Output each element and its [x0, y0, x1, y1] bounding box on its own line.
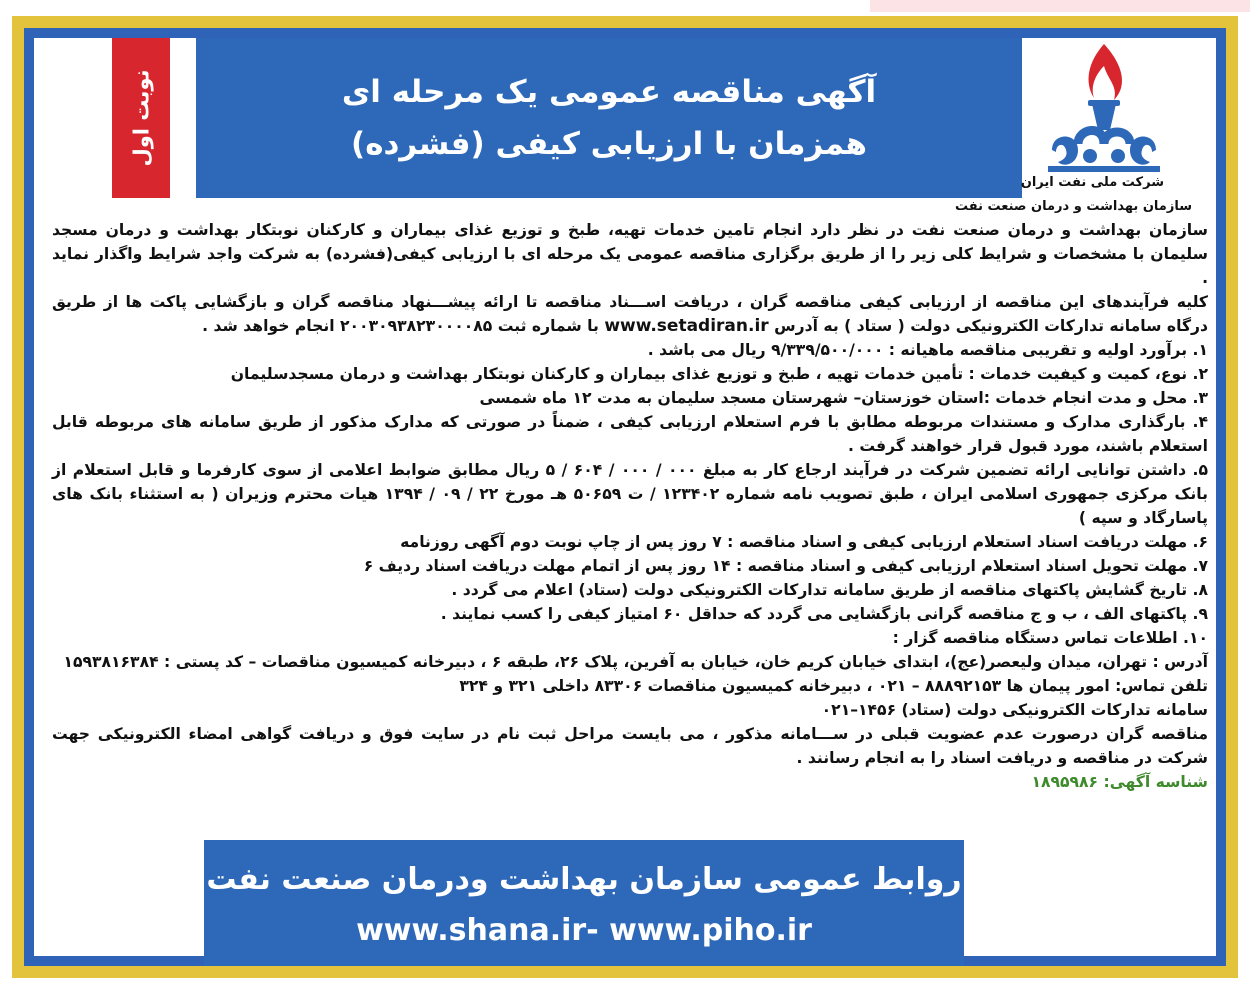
item-4: ۴. بارگذاری مدارک و مستندات مربوطه مطابق با فرم استعلام ارزیابی کیفی ، ضمناً در صورتی که مدارک مذکور از طریق سامانه های مربوطه قابل استعلام باشند، مورد قبول قرار خواهند گرفت .	[52, 413, 1208, 455]
item-3: ۳. محل و مدت انجام خدمات :استان خوزستان– شهرستان مسجد سلیمان به مدت ۱۲ ماه شمسی	[479, 389, 1208, 407]
item-5: ۵. داشتن توانایی ارائه تضمین شرکت در فرآیند ارجاع کار به مبلغ ۰۰۰ / ۰۰۰ / ۶۰۴ / ۵ ریال مطابق ضوابط اعلامی از سوی کارفرما و قابل استعلام از بانک مرکزی جمهوری اسلامی ایران ، طبق تصویب نامه شماره ۱۲۳۴۰۲ / ت ۵۰۶۵۹ هـ مورخ ۲۲ / ۰۹ / ۱۳۹۴ هیات محترم وزیران ( به استثناء بانک های پاسارگاد و سپه )	[52, 461, 1208, 527]
corner-tag	[870, 0, 1250, 12]
registration-note: مناقصه گران درصورت عدم عضویت قبلی در ســـامانه مذکور ، می بایست مراحل ثبت نام در سایت فوق و دریافت گواهی امضاء الکترونیکی جهت شرکت در مناقصه و دریافت اسناد را به انجام رسانند .	[52, 725, 1208, 767]
contact-phone: تلفن تماس: امور پیمان ها ۸۸۸۹۲۱۵۳ – ۰۲۱ ، دبیرخانه کمیسیون مناقصات ۸۳۳۰۶ داخلی ۳۲۱ و ۳۲۴	[459, 677, 1208, 695]
footer-title: روابط عمومی سازمان بهداشت ودرمان صنعت نفت	[206, 862, 962, 897]
item-10: ۱۰. اطلاعات تماس دستگاه مناقصه گزار :	[892, 629, 1208, 647]
setad-url-link[interactable]: www.setadiran.ir	[604, 316, 769, 336]
item-2: ۲. نوع، کمیت و کیفیت خدمات : تأمین خدمات تهیه ، طبخ و توزیع غذای بیماران و کارکنان نوبتکار بهداشت و درمان مسجدسلیمان	[230, 365, 1208, 383]
item-8: ۸. تاریخ گشایش پاکتهای مناقصه از طریق سامانه تدارکات الکترونیکی دولت (ستاد) اعلام می گردد .	[451, 581, 1208, 599]
contact-address: آدرس : تهران، میدان ولیعصر(عج)، ابتدای خیابان کریم خان، خیابان به آفرین، پلاک ۲۶، طبقه ۶ ، دبیرخانه کمیسیون مناقصات – کد پستی : ۱۵۹۳۸۱۶۳۸۴	[63, 653, 1208, 671]
footer-box	[204, 840, 964, 966]
item-1: ۱. برآورد اولیه و تقریبی مناقصه ماهیانه : ۹/۳۳۹/۵۰۰/۰۰۰ ریال می باشد .	[647, 341, 1208, 359]
intro-2-end: با شماره ثبت ۲۰۰۳۰۹۳۸۲۳۰۰۰۰۸۵ انجام خواهد شد .	[202, 317, 599, 335]
intro-2-start: کلیه فرآیندهای این مناقصه از ارزیابی کیفی مناقصه گران ، دریافت اســـناد مناقصه تا ارائه پیشـــنهاد مناقصه گران و بازگشایی پاکت ها از طریق درگاه سامانه تدارکات الکترونیکی دولت ( ستاد ) به آدرس	[52, 293, 1208, 335]
company-name: شرکت ملی نفت ایران	[1020, 175, 1164, 190]
intro-paragraph-1: سازمان بهداشت و درمان صنعت نفت در نظر دارد انجام تامین خدمات تهیه، طبخ و توزیع غذای بیماران و کارکنان نوبتکار بهداشت و درمان مسجد سلیمان با مشخصات و شرایط کلی زیر را از طریق برگزاری مناقصه عمومی یک مرحله ای با ارزیابی کیفی(فشرده) به شرکت واجد شرایط واگذار نماید .	[52, 221, 1208, 287]
title-line-1: آگهی مناقصه عمومی یک مرحله ای	[341, 74, 877, 110]
org-name: سازمان بهداشت و درمان صنعت نفت	[954, 199, 1192, 214]
notice-body	[52, 218, 1208, 794]
round-badge	[112, 38, 170, 198]
title-line-2: همزمان با ارزیابی کیفی (فشرده)	[351, 126, 867, 162]
ad-id: شناسه آگهی: ۱۸۹۵۹۸۶	[1031, 773, 1208, 791]
item-6: ۶. مهلت دریافت اسناد استعلام ارزیابی کیفی و اسناد مناقصه : ۷ روز پس از چاپ نوبت دوم آگهی روزنامه	[400, 533, 1208, 551]
item-7: ۷. مهلت تحویل اسناد استعلام ارزیابی کیفی و اسناد مناقصه : ۱۴ روز پس از اتمام مهلت دریافت اسناد ردیف ۶	[363, 557, 1208, 575]
setad-phone: سامانه تدارکات الکترونیکی دولت (ستاد) ۱۴۵۶–۰۲۱	[821, 701, 1208, 719]
intro-paragraph-2	[52, 290, 1208, 338]
item-9: ۹. پاکتهای الف ، ب و ج مناقصه گرانی بازگشایی می گردد که حداقل ۶۰ امتیاز کیفی را کسب نمایند .	[440, 605, 1208, 623]
footer-websites[interactable]: www.shana.ir- www.piho.ir	[356, 913, 812, 948]
flame-logo-icon	[1034, 40, 1174, 180]
round-label: نوبت اول	[129, 69, 154, 167]
title-box	[196, 38, 1022, 198]
